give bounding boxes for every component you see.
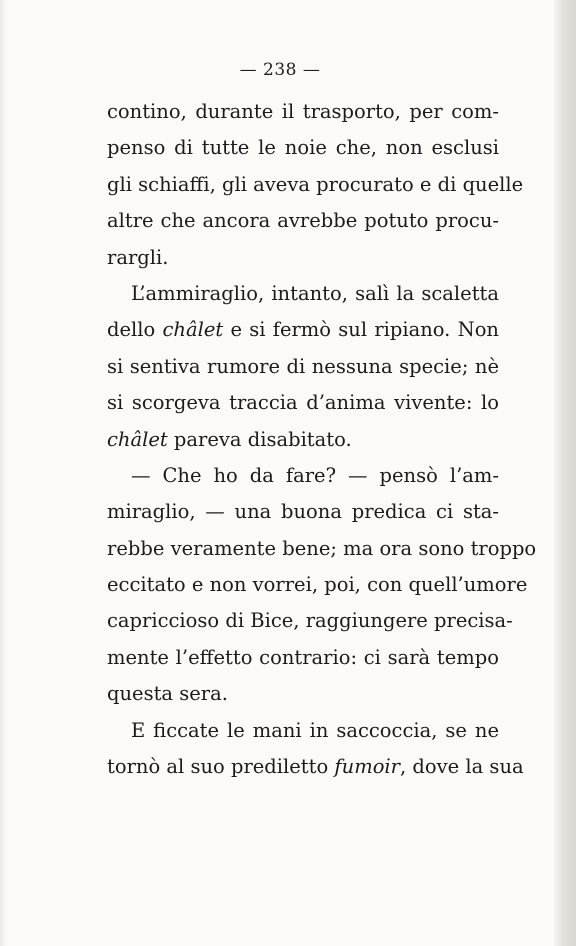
text-line: capriccioso di Bice, raggiungere precisa- [107, 609, 513, 633]
text-line: contino, durante il trasporto, per com- [107, 100, 499, 123]
paragraph [107, 94, 524, 276]
text-line: châlet pareva disabitato. [107, 427, 352, 451]
paragraph [107, 458, 537, 713]
body-text [107, 94, 537, 785]
page-right-edge [554, 0, 576, 946]
text-line: L’ammiraglio, intanto, salì la scaletta [131, 281, 499, 305]
text-line: miraglio, — una buona predica ci sta- [107, 500, 499, 524]
text-line: penso di tutte le noie che, non esclusi [107, 136, 499, 160]
text-line: rargli. [107, 245, 169, 269]
text-line: si scorgeva traccia d’anima vivente: lo [107, 391, 499, 415]
text-line: rebbe veramente bene; ma ora sono troppo [107, 536, 537, 560]
text-line: — Che ho da fare? — pensò l’am- [131, 463, 499, 487]
text-line: dello châlet e si fermò sul ripiano. Non [107, 318, 499, 342]
paragraph [107, 276, 499, 458]
paragraph [107, 713, 524, 786]
text-line: tornò al suo prediletto fumoir, dove la sua [107, 755, 524, 779]
text-line: E ficcate le mani in saccoccia, se ne [131, 718, 499, 742]
text-line: mente l’effetto contrario: ci sarà tempo [107, 645, 499, 669]
text-line: si sentiva rumore di nessuna specie; nè [107, 354, 499, 378]
page-number: — 238 — [239, 60, 321, 80]
text-line: gli schiaffi, gli aveva procurato e di quelle [107, 172, 524, 196]
text-line: eccitato e non vorrei, poi, con quell’umore [107, 573, 528, 597]
page-left-shadow [0, 0, 6, 946]
text-line: questa sera. [107, 682, 228, 706]
text-line: altre che ancora avrebbe potuto procu- [107, 209, 499, 233]
